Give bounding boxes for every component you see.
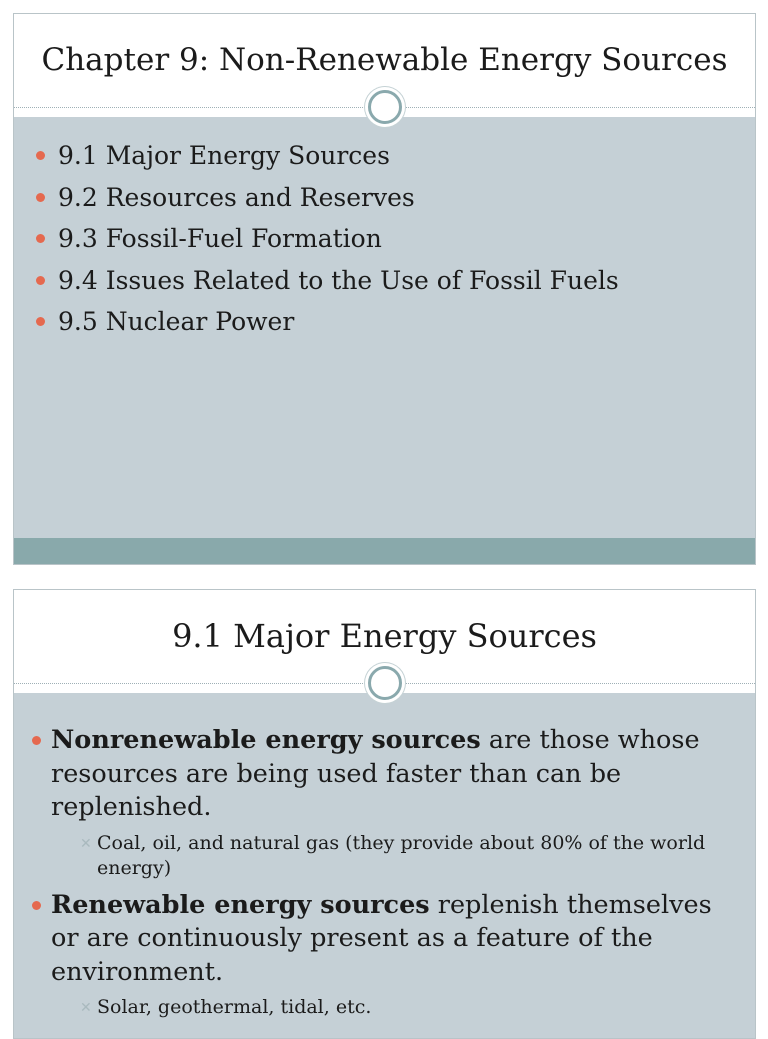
list-item: 9.5 Nuclear Power [36,301,735,343]
slide-footer-band [14,538,755,564]
definition-text: are those whose resources are being used faster than can be replenished. [51,725,700,822]
list-item: 9.2 Resources and Reserves [36,177,735,219]
slide-chapter-overview [13,13,756,565]
bullet-dot-icon [36,234,45,243]
term-renewable: Renewable energy sources [51,889,430,920]
bullet-dot-icon [32,736,41,745]
bullet-dot-icon [36,151,45,160]
list-item [32,724,735,825]
bullet-dot-icon [36,193,45,202]
x-mark-icon: ✕ [80,1000,92,1016]
x-mark-icon: ✕ [80,835,92,852]
slide-major-energy-sources [13,589,756,1039]
ring-icon [368,666,402,700]
definition-text: replenish themselves or are continuously present as a feature of the environment. [51,889,712,987]
sub-list-item: ✕ Coal, oil, and natural gas (they provide about 80% of the world energy) [80,831,706,879]
slide-title: Chapter 9: Non-Renewable Energy Sources [41,42,728,78]
sub-list-item: ✕ Solar, geothermal, tidal, etc. [32,995,735,1020]
bullet-dot-icon [36,276,45,285]
ring-icon [368,90,402,124]
term-nonrenewable: Nonrenewable energy sources [51,725,481,755]
list-item: 9.3 Fossil-Fuel Formation [36,218,735,260]
bullet-dot-icon [36,317,45,326]
slide-body [32,724,735,1028]
chapter-outline-list [36,135,735,343]
slide-title: 9.1 Major Energy Sources [172,617,597,655]
bullet-dot-icon [32,901,41,910]
list-item: 9.1 Major Energy Sources [36,135,735,177]
list-item [32,889,735,990]
list-item: 9.4 Issues Related to the Use of Fossil Fuels [36,260,735,302]
